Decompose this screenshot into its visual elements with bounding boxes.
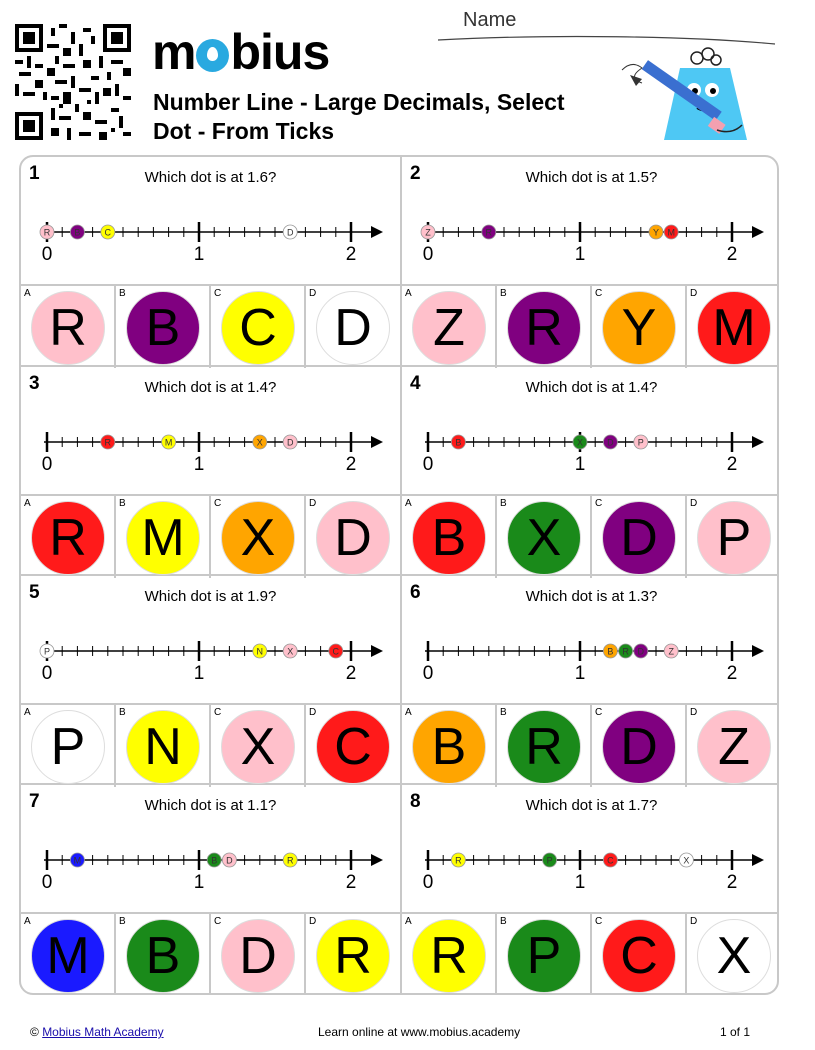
choice-circle <box>697 710 771 784</box>
tick-label: 0 <box>422 872 434 893</box>
choice-letter: X <box>240 718 276 776</box>
number-line <box>21 825 400 905</box>
choice-key: C <box>214 288 222 299</box>
choice-key: A <box>405 288 412 299</box>
choice-letter: M <box>46 927 90 985</box>
choice-circle <box>126 501 200 575</box>
axis-arrow <box>371 226 383 238</box>
footer-copyright: © Mobius Math Academy <box>30 1025 164 1039</box>
choice-letter: M <box>141 509 185 567</box>
choice-circle <box>221 291 295 365</box>
question-text: Which dot is at 1.5? <box>525 169 658 186</box>
choice-circle <box>507 501 581 575</box>
problem-card <box>21 785 400 994</box>
problem-number: 5 <box>29 582 40 603</box>
dot-label: R <box>104 437 112 448</box>
choice-letter: R <box>430 927 468 985</box>
dot-label: N <box>256 646 264 657</box>
choice-circle <box>602 710 676 784</box>
tick-label: 1 <box>574 663 586 684</box>
problem-number: 4 <box>410 373 421 394</box>
dot-label: X <box>576 437 584 448</box>
choice-circle <box>316 291 390 365</box>
choice-b[interactable] <box>116 286 211 368</box>
dot-label: R <box>485 227 493 238</box>
problem-number: 8 <box>410 791 421 812</box>
choice-circle <box>31 291 105 365</box>
choice-letter: P <box>50 718 86 776</box>
dot-label: C <box>607 855 614 866</box>
problem-number: 7 <box>29 791 40 812</box>
problems-grid <box>19 155 779 995</box>
dot-label: X <box>683 855 690 866</box>
axis-arrow <box>371 854 383 866</box>
choice-key: A <box>24 288 31 299</box>
dot-label: Y <box>652 227 660 238</box>
choice-key: D <box>690 288 698 299</box>
choice-key: D <box>690 916 698 927</box>
footer-learn-online: Learn online at www.mobius.academy <box>318 1025 521 1039</box>
dot-label: C <box>332 646 340 657</box>
choice-circle <box>602 291 676 365</box>
choice-b[interactable] <box>116 705 211 787</box>
tick-label: 2 <box>345 872 357 893</box>
question-text: Which dot is at 1.7? <box>525 797 658 814</box>
choice-key: C <box>595 707 603 718</box>
dot-label: Z <box>425 227 431 238</box>
problem-card <box>402 785 779 994</box>
dot-label: D <box>226 855 233 866</box>
choice-circle <box>31 710 105 784</box>
choice-key: B <box>119 707 126 718</box>
tick-label: 0 <box>422 244 434 265</box>
number-line <box>21 197 400 277</box>
dot-label: R <box>622 646 629 657</box>
answer-choices <box>21 912 400 995</box>
tick-label: 0 <box>422 663 434 684</box>
tick-label: 1 <box>193 663 205 684</box>
question-text: Which dot is at 1.9? <box>144 588 277 605</box>
mascot-illustration <box>612 40 777 155</box>
choice-letter: R <box>49 299 87 357</box>
choice-d[interactable] <box>687 914 779 995</box>
choice-circle <box>412 710 486 784</box>
number-line <box>21 616 400 696</box>
choice-circle <box>316 501 390 575</box>
choice-circle <box>697 501 771 575</box>
dot-label: B <box>607 646 614 657</box>
choice-letter: D <box>334 299 372 357</box>
choice-circle <box>412 501 486 575</box>
dot-label: P <box>637 437 644 448</box>
choice-d[interactable] <box>306 914 401 995</box>
answer-choices <box>402 703 779 787</box>
choice-c[interactable] <box>211 914 306 995</box>
choice-key: C <box>214 707 222 718</box>
tick-label: 1 <box>574 244 586 265</box>
choice-circle <box>507 291 581 365</box>
choice-circle <box>31 919 105 993</box>
choice-b[interactable] <box>497 496 592 578</box>
problem-number: 2 <box>410 163 421 184</box>
choice-letter: Z <box>718 718 750 776</box>
choice-circle <box>126 919 200 993</box>
dot-label: C <box>104 227 112 238</box>
choice-letter: R <box>334 927 372 985</box>
tick-label: 2 <box>345 454 357 475</box>
dot-label: P <box>43 646 51 657</box>
footer-page-number: 1 of 1 <box>720 1025 751 1039</box>
tick-label: 2 <box>726 663 738 684</box>
choice-c[interactable] <box>211 286 306 368</box>
axis-arrow <box>752 645 764 657</box>
answer-choices <box>402 912 779 995</box>
choice-c[interactable] <box>592 286 687 368</box>
choice-key: A <box>24 498 31 509</box>
axis-arrow <box>752 854 764 866</box>
choice-key: C <box>595 288 603 299</box>
choice-key: A <box>405 498 412 509</box>
tick-label: 1 <box>193 244 205 265</box>
choice-circle <box>221 501 295 575</box>
choice-letter: R <box>525 718 563 776</box>
tick-label: 0 <box>41 244 53 265</box>
choice-letter: R <box>49 509 87 567</box>
axis-arrow <box>371 645 383 657</box>
choice-circle <box>697 291 771 365</box>
mobius-logo: m bius <box>152 24 330 80</box>
choice-b[interactable] <box>116 496 211 578</box>
dot-label: X <box>287 646 294 657</box>
number-line <box>402 825 779 905</box>
mobius-academy-link[interactable]: Mobius Math Academy <box>42 1025 164 1039</box>
axis-arrow <box>371 436 383 448</box>
choice-letter: B <box>431 718 467 776</box>
choice-letter: C <box>620 927 658 985</box>
choice-circle <box>412 291 486 365</box>
choice-key: B <box>119 288 126 299</box>
choice-key: A <box>24 707 31 718</box>
dot-label: M <box>164 437 173 448</box>
choice-c[interactable] <box>592 496 687 578</box>
answer-choices <box>402 494 779 578</box>
choice-key: D <box>309 498 317 509</box>
question-text: Which dot is at 1.4? <box>525 379 658 396</box>
choice-circle <box>126 291 200 365</box>
choice-d[interactable] <box>306 286 401 368</box>
dot-label: D <box>637 646 645 657</box>
choice-a[interactable] <box>402 286 497 368</box>
choice-a[interactable] <box>402 705 497 787</box>
number-line <box>402 616 779 696</box>
choice-key: B <box>500 288 507 299</box>
choice-key: B <box>119 498 126 509</box>
axis-arrow <box>752 226 764 238</box>
choice-c[interactable] <box>211 705 306 787</box>
problem-card <box>21 576 400 785</box>
choice-letter: X <box>526 509 562 567</box>
choice-letter: Z <box>433 299 465 357</box>
dot-label: M <box>73 855 82 866</box>
choice-a[interactable] <box>21 914 116 995</box>
choice-letter: X <box>240 509 276 567</box>
choice-letter: N <box>144 718 182 776</box>
problem-card <box>21 367 400 576</box>
problem-card <box>21 157 400 366</box>
choice-circle <box>221 919 295 993</box>
choice-letter: B <box>145 299 181 357</box>
choice-key: A <box>24 916 31 927</box>
worksheet-title: Number Line - Large Decimals, Select Dot - From Ticks <box>153 89 565 144</box>
problem-card <box>402 157 779 366</box>
choice-key: D <box>690 707 698 718</box>
answer-choices <box>21 703 400 787</box>
choice-c[interactable] <box>592 705 687 787</box>
name-label: Name <box>463 9 517 31</box>
choice-circle <box>316 919 390 993</box>
choice-key: B <box>500 916 507 927</box>
choice-key: A <box>405 707 412 718</box>
choice-d[interactable] <box>687 705 779 787</box>
choice-a[interactable] <box>21 496 116 578</box>
problem-number: 3 <box>29 373 40 394</box>
problem-number: 6 <box>410 582 421 603</box>
choice-key: D <box>309 916 317 927</box>
choice-key: C <box>214 498 222 509</box>
choice-letter: C <box>239 299 277 357</box>
choice-circle <box>507 919 581 993</box>
problem-card <box>402 576 779 785</box>
dot-label: R <box>286 855 294 866</box>
choice-key: C <box>595 498 603 509</box>
problem-number: 1 <box>29 163 40 184</box>
tick-label: 1 <box>574 454 586 475</box>
choice-circle <box>31 501 105 575</box>
dot-label: X <box>256 437 263 448</box>
qr-code <box>15 24 131 140</box>
problem-card <box>402 367 779 576</box>
tick-label: 1 <box>193 454 205 475</box>
tick-label: 0 <box>41 872 53 893</box>
choice-a[interactable] <box>21 705 116 787</box>
dot-label: B <box>74 227 81 238</box>
question-text: Which dot is at 1.3? <box>525 588 658 605</box>
question-text: Which dot is at 1.4? <box>144 379 277 396</box>
dot-label: D <box>286 227 294 238</box>
tick-label: 2 <box>726 872 738 893</box>
choice-circle <box>507 710 581 784</box>
choice-letter: B <box>431 509 467 567</box>
tick-label: 0 <box>41 454 53 475</box>
tick-label: 2 <box>726 244 738 265</box>
dot-label: D <box>607 437 614 448</box>
choice-a[interactable] <box>402 496 497 578</box>
choice-b[interactable] <box>497 286 592 368</box>
choice-d[interactable] <box>306 705 401 787</box>
choice-letter: D <box>620 718 658 776</box>
choice-c[interactable] <box>211 496 306 578</box>
tick-label: 2 <box>726 454 738 475</box>
choice-letter: C <box>334 718 372 776</box>
choice-key: C <box>214 916 222 927</box>
dot-label: P <box>546 855 553 866</box>
number-line <box>402 197 779 277</box>
choice-a[interactable] <box>21 286 116 368</box>
choice-key: D <box>309 288 317 299</box>
dot-label: B <box>455 437 462 448</box>
choice-key: B <box>500 707 507 718</box>
answer-choices <box>21 494 400 578</box>
tick-label: 2 <box>345 244 357 265</box>
axis-arrow <box>752 436 764 448</box>
choice-key: C <box>595 916 603 927</box>
choice-letter: M <box>712 299 756 357</box>
choice-circle <box>697 919 771 993</box>
choice-key: B <box>500 498 507 509</box>
dot-label: M <box>667 227 675 238</box>
choice-key: B <box>119 916 126 927</box>
tick-label: 0 <box>422 454 434 475</box>
choice-circle <box>221 710 295 784</box>
choice-letter: P <box>716 509 752 567</box>
choice-letter: B <box>145 927 181 985</box>
logo-drop-o <box>196 39 229 72</box>
tick-label: 1 <box>193 872 205 893</box>
choice-d[interactable] <box>687 286 779 368</box>
dot-label: D <box>286 437 294 448</box>
dot-label: R <box>455 855 462 866</box>
dot-label: B <box>211 855 218 866</box>
choice-d[interactable] <box>306 496 401 578</box>
number-line <box>21 407 400 487</box>
dot-label: R <box>43 227 51 238</box>
choice-b[interactable] <box>497 914 592 995</box>
choice-letter: Y <box>621 299 657 357</box>
choice-b[interactable] <box>116 914 211 995</box>
question-text: Which dot is at 1.6? <box>144 169 277 186</box>
choice-circle <box>602 919 676 993</box>
choice-d[interactable] <box>687 496 779 578</box>
choice-a[interactable] <box>402 914 497 995</box>
choice-key: A <box>405 916 412 927</box>
choice-circle <box>316 710 390 784</box>
choice-letter: R <box>525 299 563 357</box>
choice-circle <box>126 710 200 784</box>
choice-letter: D <box>620 509 658 567</box>
answer-choices <box>402 284 779 368</box>
dot-label: Z <box>668 646 674 657</box>
choice-key: D <box>690 498 698 509</box>
choice-letter: X <box>716 927 752 985</box>
answer-choices <box>21 284 400 368</box>
tick-label: 2 <box>345 663 357 684</box>
tick-label: 1 <box>574 872 586 893</box>
choice-b[interactable] <box>497 705 592 787</box>
choice-letter: P <box>526 927 562 985</box>
choice-letter: D <box>239 927 277 985</box>
choice-c[interactable] <box>592 914 687 995</box>
choice-circle <box>602 501 676 575</box>
tick-label: 0 <box>41 663 53 684</box>
number-line <box>402 407 779 487</box>
choice-key: D <box>309 707 317 718</box>
choice-letter: D <box>334 509 372 567</box>
question-text: Which dot is at 1.1? <box>144 797 277 814</box>
choice-circle <box>412 919 486 993</box>
